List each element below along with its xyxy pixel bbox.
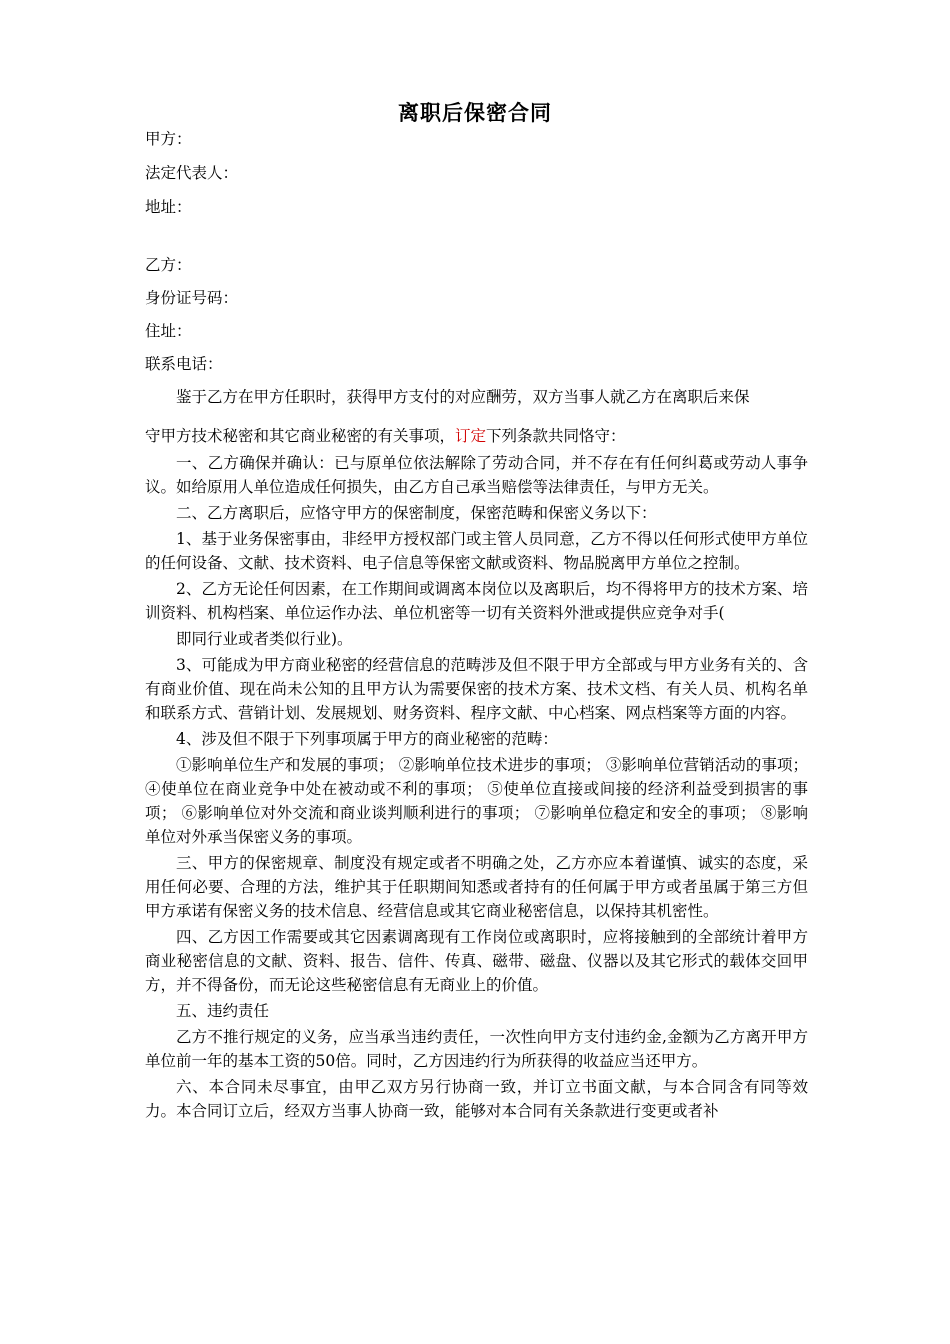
clause-2: 二、乙方离职后，应恪守甲方的保密制度，保密范畴和保密义务以下： [176,504,657,522]
party-b-id-label: 身份证号码： [145,289,239,307]
clause-1: 一、乙方确保并确认：已与原单位依法解除了劳动合同，并不存在有任何纠葛或劳动人事争议。如给原用人单位造成任何损失，由乙方自己承当赔偿等法律责任，与甲方无关。 [145,454,808,496]
clause-2-item-1: 1、基于业务保密事由，非经甲方授权部门或主管人员同意，乙方不得以任何形式使甲方单位的任何设备、文献、技术资料、电子信息等保密文献或资料、物品脱离甲方单位之控制。 [145,530,808,572]
party-b-address-label: 住址： [145,322,192,340]
clause-3: 三、甲方的保密规章、制度没有规定或者不明确之处，乙方亦应本着谨慎、诚实的态度，采用任何必要、合理的方法，维护其于任职期间知悉或者持有的任何属于甲方或者虽属于第三方但甲方承诺有保密义务的技术信息、经营信息或其它商业秘密信息，以保持其机密性。 [145,854,808,920]
party-a-address-label: 地址： [145,198,192,216]
document-title: 离职后保密合同 [398,101,552,125]
clause-2-item-2-continued: 即同行业或者类似行业)。 [176,630,353,648]
party-b-phone-label: 联系电话： [145,355,223,373]
contract-body [145,451,808,1125]
clause-5-body: 乙方不推行规定的义务，应当承当违约责任，一次性向甲方支付违约金,金额为乙方离开甲方单位前一年的基本工资的50倍。同时，乙方因违约行为所获得的收益应当还甲方。 [145,1028,808,1070]
party-a-rep-label: 法定代表人： [145,164,239,182]
clause-6: 六、本合同未尽事宜，由甲乙双方另行协商一致，并订立书面文献，与本合同含有同等效力。本合同订立后，经双方当事人协商一致，能够对本合同有关条款进行变更或者补 [145,1078,808,1120]
clause-2-item-3: 3、可能成为甲方商业秘密的经营信息的范畴涉及但不限于甲方全部或与甲方业务有关的、含有商业价值、现在尚未公知的且甲方认为需要保密的技术方案、技术文档、有关人员、机构名单和联系方式、营销计划、发展规划、财务资料、程序文献、中心档案、网点档案等方面的内容。 [145,656,808,722]
intro-line-2-text-b: 下列条款共同恪守： [486,427,626,445]
clause-2-item-4-list: ①影响单位生产和发展的事项； ②影响单位技术进步的事项； ③影响单位营销活动的事项；④使单位在商业竞争中处在被动或不利的事项； ⑤使单位直接或间接的经济利益受到损害的事项； ⑥影响单位对外交流和商业谈判顺利进行的事项； ⑦影响单位稳定和安全的事项； ⑧影响单位对外承当保密义务的事项。 [145,756,808,846]
clause-4: 四、乙方因工作需要或其它因素调离现有工作岗位或离职时，应将接触到的全部统计着甲方商业秘密信息的文献、资料、报告、信件、传真、磁带、磁盘、仪器以及其它形式的载体交回甲方，并不得备份，而无论这些秘密信息有无商业上的价值。 [145,928,808,994]
intro-line-2-text-a: 守甲方技术秘密和其它商业秘密的有关事项， [145,427,456,445]
intro-highlight-text: 订定 [455,427,487,445]
clause-2-item-2: 2、乙方无论任何因素，在工作期间或调离本岗位以及离职后，均不得将甲方的技术方案、培训资料、机构档案、单位运作办法、单位机密等一切有关资料外泄或提供应竞争对手( [145,580,808,622]
intro-line-1: 鉴于乙方在甲方任职时，获得甲方支付的对应酬劳，双方当事人就乙方在离职后来保 [176,388,750,406]
intro-line-2 [145,424,808,446]
party-b-label: 乙方： [145,256,192,274]
clause-5-heading: 五、违约责任 [176,1002,270,1020]
party-a-label: 甲方： [145,130,192,148]
clause-2-item-4: 4、涉及但不限于下列事项属于甲方的商业秘密的范畴： [176,730,558,748]
